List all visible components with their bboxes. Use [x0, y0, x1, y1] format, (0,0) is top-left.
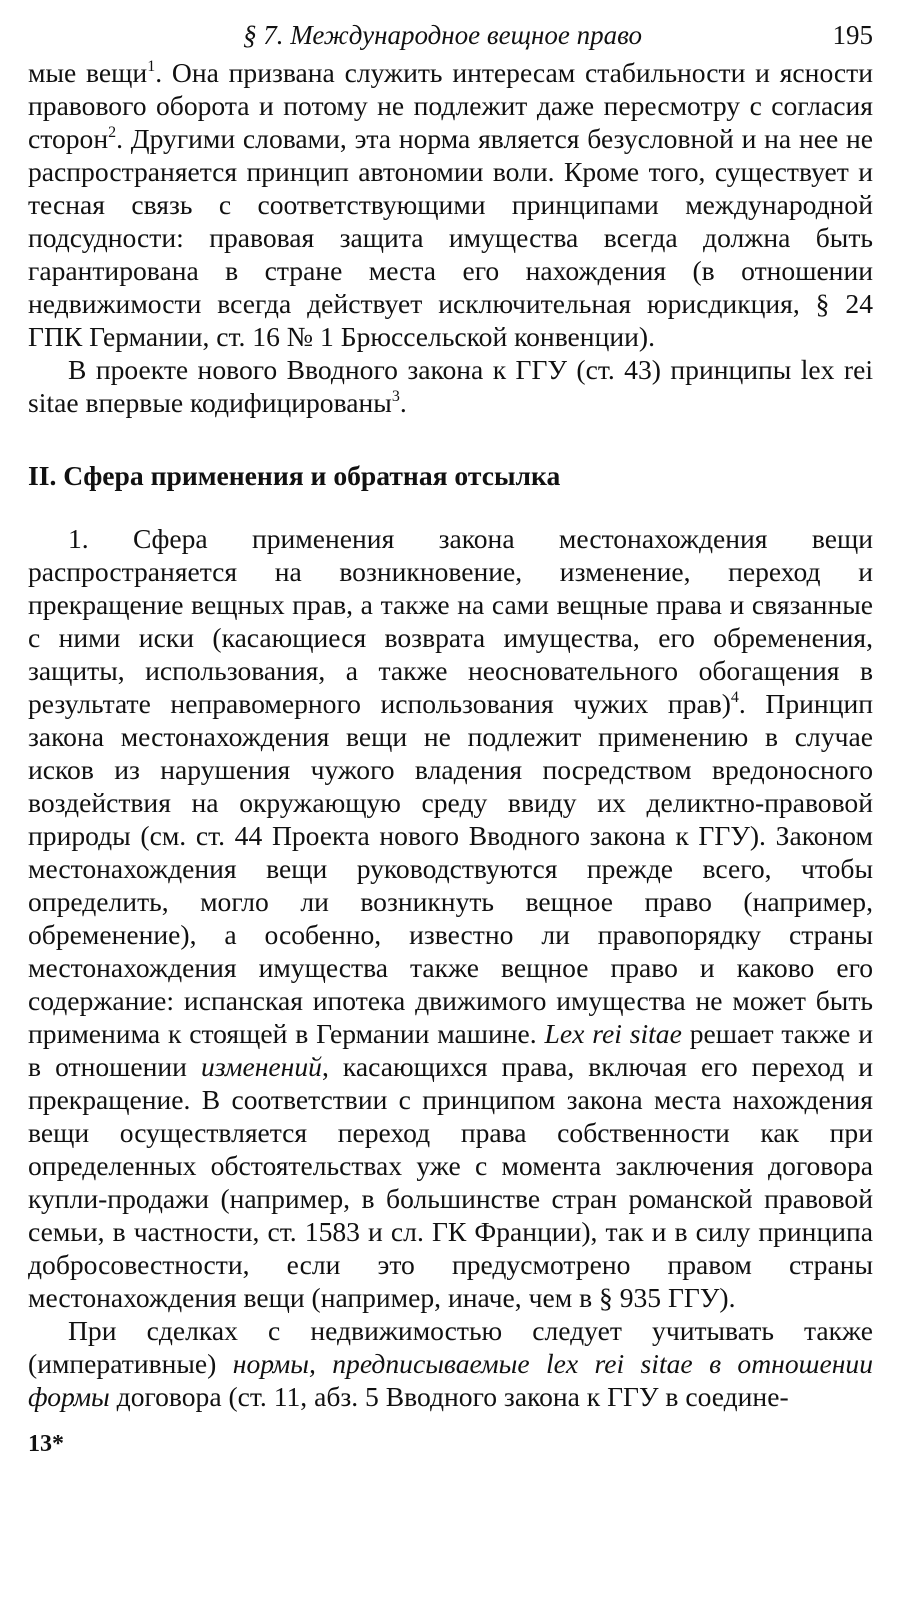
running-title: § 7. Международное вещное право [243, 20, 642, 50]
italic-term: Lex rei sitae [544, 1018, 682, 1049]
footnote-ref-4: 4 [730, 689, 739, 706]
footnote-ref-1: 1 [147, 58, 156, 75]
paragraph-2: В проекте нового Вводного закона к ГГУ (ст. 43) принципы lex rei sitae впервые кодифицированы$^3$. [28, 354, 873, 418]
page-number: 195 [832, 20, 873, 50]
body-text [28, 56, 873, 1413]
page-header [28, 16, 873, 56]
signature-mark: 13* [28, 1431, 64, 1457]
book-page [28, 16, 873, 1413]
footnote-ref-3: 3 [391, 388, 400, 405]
italic-term: нормы, предписываемые lex rei sitae в отношении формы [28, 1348, 874, 1412]
paragraph-3: 1. Сфера применения закона местонахождения вещи распространяется на возникновение, изменение, переход и прекращение вещных прав, а также на сами вещные права и связанные с ними иски (касающиеся возврата имущества, его обременения, защиты, использования, а также неосновательного обогащения в результате неправомерного использования чужих прав)$^4$. Принцип закона местонахождения вещи не подлежит применению в случае исков из нарушения чужого владения посредством вредоносного воздействия на окружающую среду ввиду их деликтно-правовой природы (см. ст. 44 Проекта нового Вводного закона к ГГУ). Законом местонахождения вещи руководствуются прежде всего, чтобы определить, могло ли возникнуть вещное право (например, обременение), а особенно, известно ли правопорядку страны местонахождения имущества также вещное право и каково его содержание: испанская ипотека движимого имущества не может быть применима к стоящей в Германии машине. Lex rei sitae решает также и в отношении изменений, касающихся права, включая его переход и прекращение. В соответствии с принципом закона места нахождения вещи осуществляется переход права собственности как при определенных обстоятельствах уже с момента заключения договора купли-продажи (например, в большинстве стран романской правовой семьи, в частности, ст. 1583 и сл. ГК Франции), так и в силу принципа добросовестности, если это предусмотрено правом страны местонахождения вещи (например, иначе, чем в § 935 ГГУ). [28, 523, 874, 1313]
footnote-ref-2: 2 [108, 124, 117, 141]
section-heading: II. Сфера применения и обратная отсылка [28, 460, 561, 491]
paragraph-1: мые вещи$^1$. Она призвана служить интересам стабильности и ясности правового оборота и потому не подлежит даже пересмотру с согласия сторон$^2$. Другими словами, эта норма является безусловной и на нее не распространяется принцип автономии воли. Кроме того, существует и тесная связь с соответствующими принципами международной подсудности: правовая защита имущества всегда должна быть гарантирована в стране места его нахождения (в отношении недвижимости всегда действует исключительная юрисдикция, § 24 ГПК Германии, ст. 16 № 1 Брюссельской конвенции). [28, 57, 874, 352]
paragraph-4: При сделках с недвижимостью следует учитывать также (императивные) нормы, предписываемые lex rei sitae в отношении формы договора (ст. 11, абз. 5 Вводного закона к ГГУ в соедине- [28, 1315, 874, 1412]
italic-term: изменений [201, 1051, 322, 1082]
